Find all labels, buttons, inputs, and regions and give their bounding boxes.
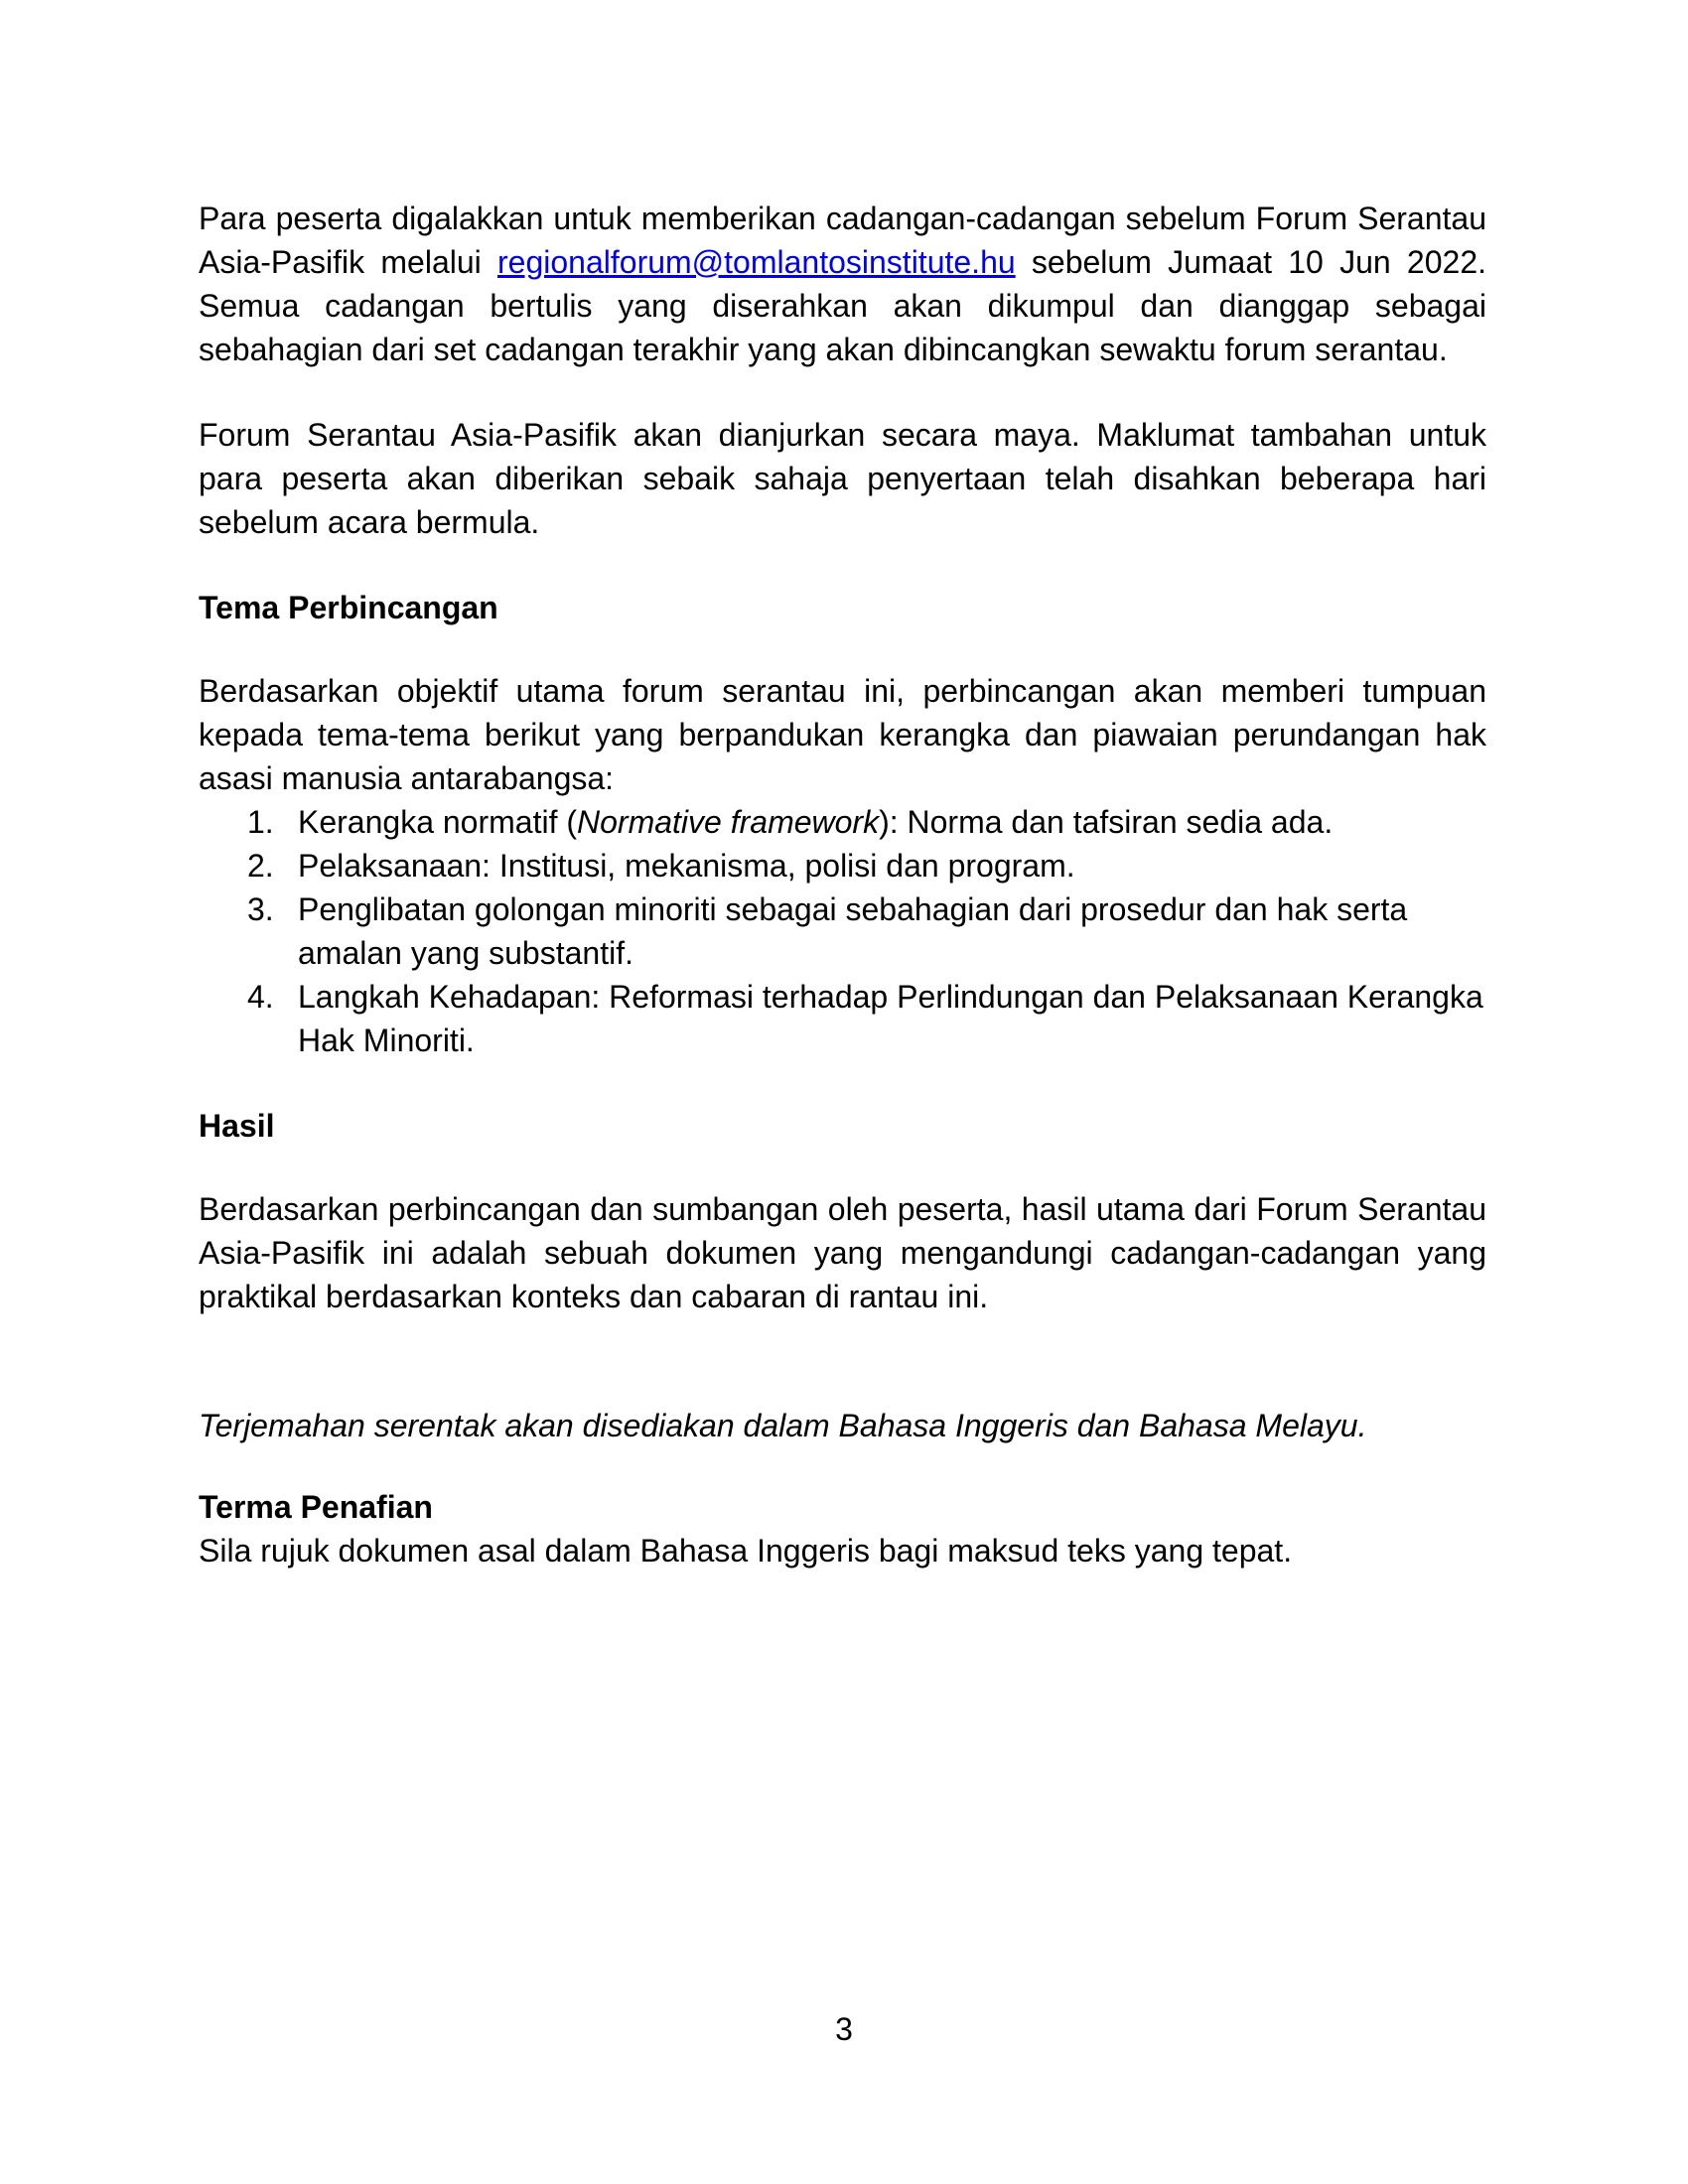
- list-item-italic-text: Normative framework: [577, 804, 880, 840]
- list-item-number: 3.: [247, 891, 274, 927]
- email-link[interactable]: regionalforum@tomlantosinstitute.hu: [497, 244, 1016, 280]
- virtual-forum-paragraph: Forum Serantau Asia-Pasifik akan dianjurkan secara maya. Maklumat tambahan untuk para peserta akan diberikan sebaik sahaja penyertaan telah disahkan beberapa hari sebelum acara bermula.: [199, 417, 1486, 540]
- translation-note: Terjemahan serentak akan disediakan dalam Bahasa Inggeris dan Bahasa Melayu.: [199, 1408, 1367, 1443]
- list-item: [199, 800, 1486, 844]
- themes-list: [199, 800, 1486, 1062]
- list-item-text: Kerangka normatif (: [298, 804, 578, 840]
- list-item-number: 2.: [247, 848, 274, 884]
- list-item-text: ): Norma dan tafsiran sedia ada.: [879, 804, 1334, 840]
- disclaimer-paragraph: Sila rujuk dokumen asal dalam Bahasa Inggeris bagi maksud teks yang tepat.: [199, 1533, 1293, 1569]
- list-item-number: 4.: [247, 979, 274, 1015]
- document-page-content: [199, 197, 1486, 1572]
- list-item-text: Langkah Kehadapan: Reformasi terhadap Perlindungan dan Pelaksanaan Kerangka Hak Minoriti.: [298, 979, 1483, 1058]
- list-item: [199, 887, 1486, 975]
- outcome-paragraph: Berdasarkan perbincangan dan sumbangan oleh peserta, hasil utama dari Forum Serantau Asia-Pasifik ini adalah sebuah dokumen yang mengandungi cadangan-cadangan yang praktikal berdasarkan konteks dan cabaran di rantau ini.: [199, 1191, 1486, 1314]
- list-item: [199, 975, 1486, 1062]
- themes-heading: Tema Perbincangan: [199, 590, 498, 625]
- submission-text-before-email: Para peserta digalakkan untuk memberikan cadangan-cadangan sebelum Forum Serantau Asia-Pasifik melalui: [199, 201, 1486, 280]
- submission-text-after-email: sebelum Jumaat 10 Jun 2022. Semua cadangan bertulis yang diserahkan akan dikumpul dan dianggap sebagai sebahagian dari set cadangan terakhir yang akan dibincangkan sewaktu forum serantau.: [199, 244, 1487, 367]
- list-item: [199, 844, 1486, 887]
- list-item-text: Penglibatan golongan minoriti sebagai sebahagian dari prosedur dan hak serta amalan yang substantif.: [298, 891, 1408, 971]
- disclaimer-heading: Terma Penafian: [199, 1489, 433, 1525]
- page-number: 3: [835, 2011, 853, 2047]
- list-item-text: Pelaksanaan: Institusi, mekanisma, polisi dan program.: [298, 848, 1075, 884]
- submission-paragraph: [199, 197, 1486, 371]
- themes-intro-paragraph: Berdasarkan objektif utama forum serantau ini, perbincangan akan memberi tumpuan kepada tema-tema berikut yang berpandukan kerangka dan piawaian perundangan hak asasi manusia antarabangsa:: [199, 673, 1486, 796]
- outcome-heading: Hasil: [199, 1108, 275, 1144]
- list-item-number: 1.: [247, 804, 274, 840]
